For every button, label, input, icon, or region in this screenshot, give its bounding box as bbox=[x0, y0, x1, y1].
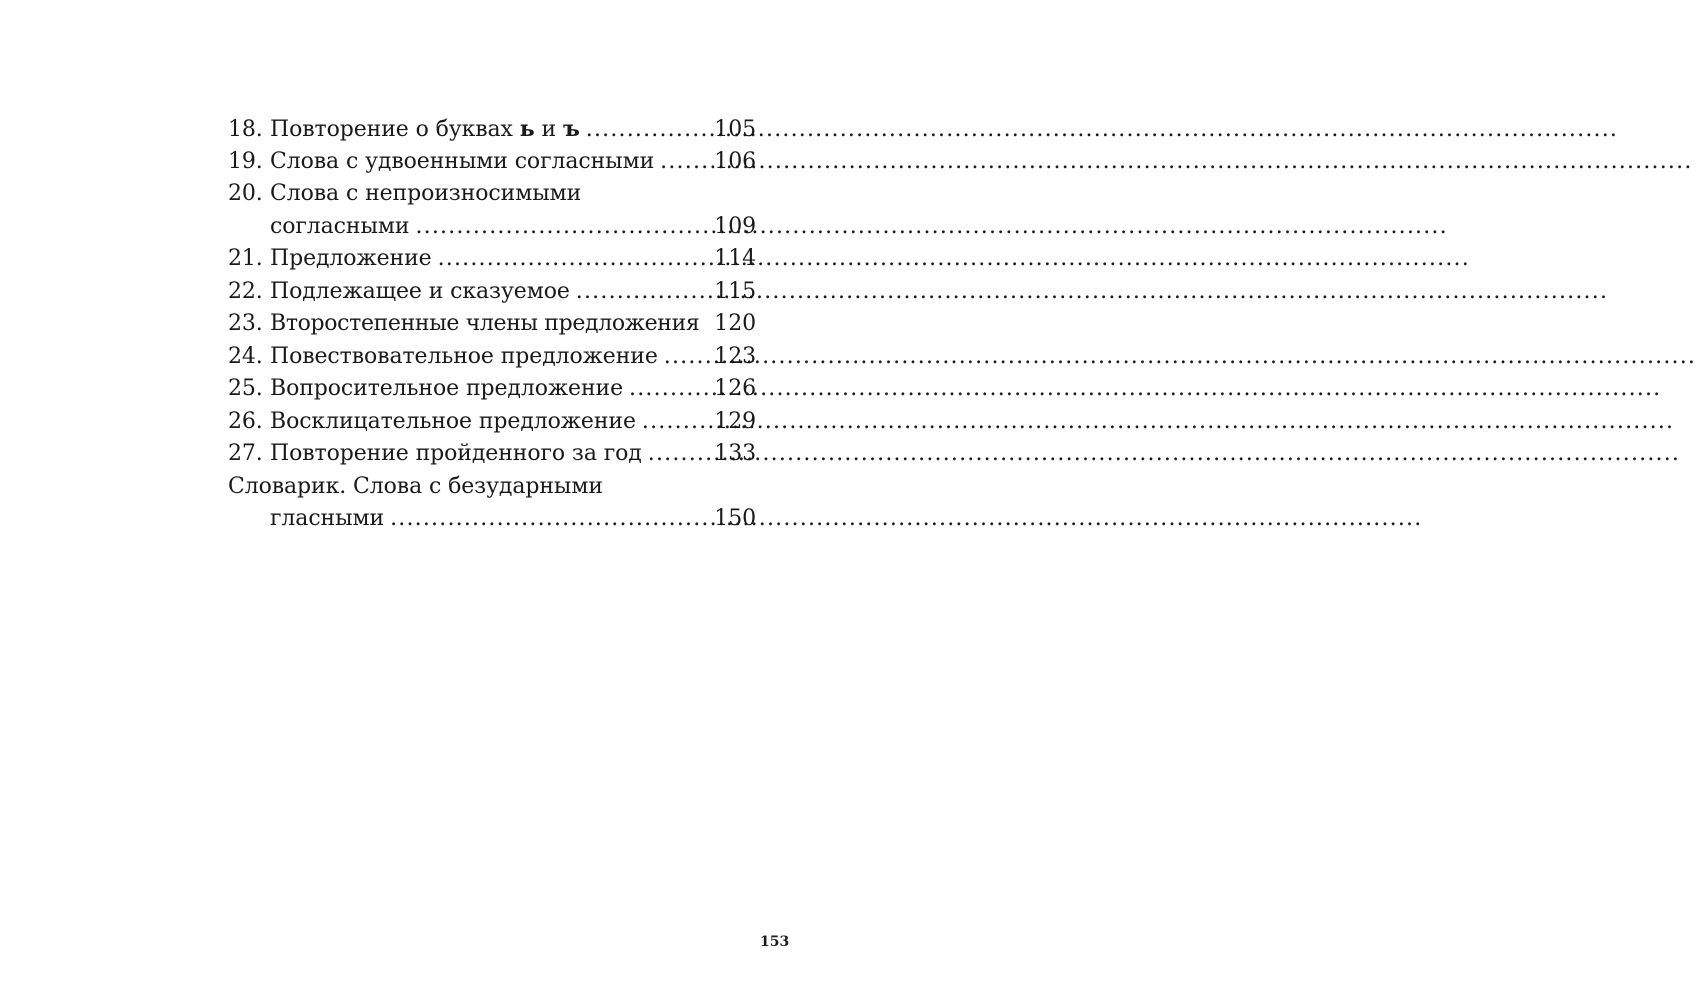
toc-entry-continuation bbox=[228, 503, 756, 536]
toc-entry-page: 114 bbox=[714, 246, 756, 271]
toc-entry bbox=[228, 243, 756, 276]
toc-entry-page: 123 bbox=[714, 343, 756, 369]
toc-entry-title: Повествовательное предложение bbox=[270, 343, 658, 369]
toc-entry-page: 133 bbox=[714, 441, 756, 466]
toc-entry-title: Второстепенные члены предложения bbox=[270, 311, 700, 336]
toc-leader-dots bbox=[415, 211, 710, 244]
toc-entry-letter-soft-sign: ь bbox=[519, 116, 535, 142]
toc-entry-title: Повторение пройденного за год bbox=[270, 441, 642, 466]
toc-entry bbox=[228, 471, 756, 504]
toc-entry bbox=[228, 276, 756, 309]
toc-entry-title: Восклицательное предложение bbox=[270, 408, 636, 434]
toc-entry-number: 25. bbox=[228, 376, 263, 401]
toc-entry-number: 27. bbox=[228, 441, 263, 466]
toc-entry bbox=[228, 438, 756, 471]
toc-entry bbox=[228, 341, 756, 374]
toc-entry-number: 23. bbox=[228, 311, 263, 336]
toc-leader-dots bbox=[648, 438, 711, 471]
toc-entry-number: 19. bbox=[228, 148, 263, 174]
toc-entry-title: Предложение bbox=[270, 246, 432, 271]
toc-entry-number: 22. bbox=[228, 278, 263, 304]
toc-entry-number: 18. bbox=[228, 117, 263, 142]
toc-entry bbox=[228, 146, 756, 179]
toc-entry-title-continuation: гласными bbox=[270, 506, 385, 531]
toc-leader-dots bbox=[438, 243, 711, 276]
toc-entry-title: Подлежащее и сказуемое bbox=[270, 278, 570, 304]
toc-entry-page: 105 bbox=[714, 117, 756, 142]
toc-entry-title: Слова с непроизносимыми bbox=[270, 181, 582, 206]
toc-entry-continuation bbox=[228, 211, 756, 244]
toc-leader-dots bbox=[576, 276, 711, 309]
toc-entry-page: 129 bbox=[714, 408, 756, 434]
page-number: 153 bbox=[760, 934, 790, 950]
toc-leader-dots bbox=[660, 146, 710, 179]
toc-entry bbox=[228, 178, 756, 211]
toc-entry-page: 150 bbox=[714, 506, 756, 531]
toc-entry-title-text: и bbox=[534, 117, 563, 142]
toc-entry bbox=[228, 406, 756, 439]
toc-leader-dots bbox=[390, 503, 710, 536]
toc-entry-number: 24. bbox=[228, 343, 263, 369]
toc-entry-number: 20. bbox=[228, 181, 263, 206]
toc-entry-title bbox=[270, 113, 580, 147]
toc-entry-title: Вопросительное предложение bbox=[270, 376, 623, 401]
toc-entry-page: 106 bbox=[714, 148, 756, 174]
toc-entry-letter-hard-sign: ъ bbox=[562, 116, 580, 142]
toc-leader-dots bbox=[642, 406, 710, 439]
toc-entry-title-continuation: согласными bbox=[270, 213, 410, 239]
toc-entry-page: 115 bbox=[714, 278, 756, 304]
toc-entry-title: Слова с удвоенными согласными bbox=[270, 148, 655, 174]
toc-leader-dots bbox=[629, 373, 710, 406]
toc-entry-page: 126 bbox=[714, 376, 756, 401]
toc-entry-title: Словарик. Слова с безударными bbox=[228, 473, 603, 499]
table-of-contents bbox=[228, 113, 756, 536]
toc-leader-dots bbox=[664, 341, 711, 374]
toc-entry bbox=[228, 373, 756, 406]
toc-leader-dots bbox=[586, 114, 711, 147]
toc-entry-number: 21. bbox=[228, 246, 263, 271]
toc-entry-page: 120 bbox=[714, 311, 756, 336]
toc-entry-title-text: Повторение о буквах bbox=[270, 117, 520, 142]
toc-entry bbox=[228, 113, 756, 146]
toc-entry-page: 109 bbox=[714, 213, 756, 239]
toc-entry-number: 26. bbox=[228, 408, 263, 434]
toc-entry bbox=[228, 308, 756, 341]
